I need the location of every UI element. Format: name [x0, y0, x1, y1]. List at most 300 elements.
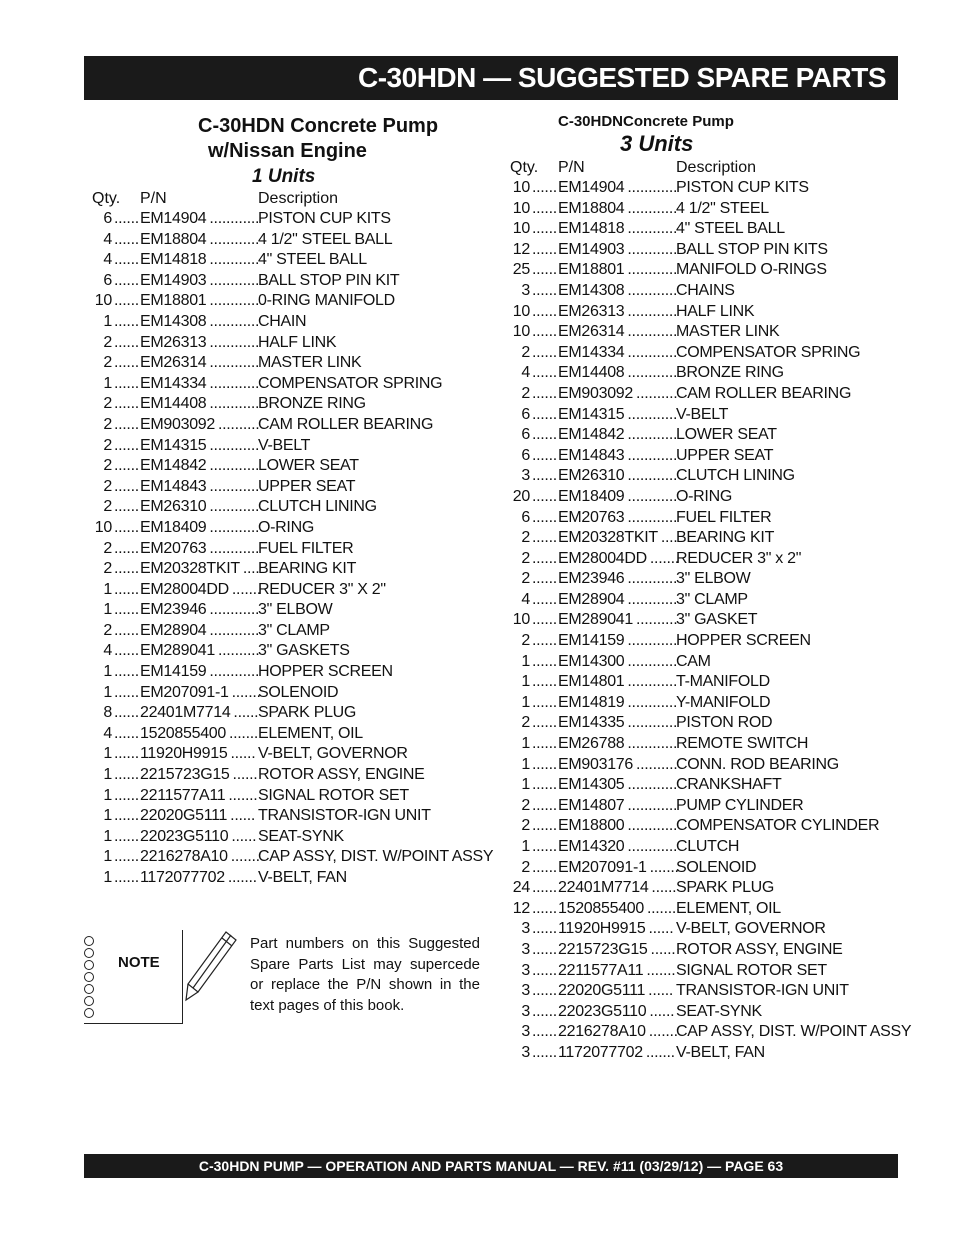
table-row	[508, 962, 898, 983]
table-row	[90, 292, 480, 313]
dot-leader: ............	[209, 230, 260, 248]
dot-leader: ......	[532, 1023, 557, 1041]
dot-leader: ......	[532, 590, 557, 608]
dot-leader: ............	[627, 693, 678, 711]
dot-leader: ......	[114, 848, 139, 866]
dot-leader: ......	[114, 210, 139, 227]
table-row	[508, 673, 898, 694]
table-row	[508, 529, 898, 550]
table-row	[508, 838, 898, 859]
dot-leader: ......	[532, 776, 557, 794]
part-number-cell: 22023G5110	[140, 827, 229, 845]
dot-leader: ..........	[218, 415, 260, 433]
left-title-line2: w/Nissan Engine	[208, 140, 367, 162]
description-cell: HOPPER SCREEN	[258, 663, 393, 681]
qty-cell: 2	[521, 384, 530, 402]
dot-leader: ............	[627, 632, 678, 650]
table-row	[508, 241, 898, 262]
dot-leader: ......	[114, 786, 139, 804]
qty-cell: 1	[521, 652, 530, 670]
dot-leader: ............	[627, 199, 678, 217]
dot-leader: ......	[114, 539, 139, 557]
qty-cell: 2	[103, 498, 112, 516]
dot-leader: ......	[532, 179, 557, 196]
qty-cell: 1	[103, 766, 112, 784]
dot-leader: ......	[532, 899, 557, 917]
part-number-cell: 1172077702	[558, 1043, 643, 1061]
part-number-cell: EM14842	[140, 457, 207, 475]
dot-leader: ......	[233, 704, 259, 722]
qty-cell: 4	[521, 364, 530, 382]
part-number-cell: 2215723G15	[140, 766, 230, 784]
dot-leader: .......	[231, 683, 261, 701]
right-title-line1: C-30HDNConcrete Pump	[558, 113, 734, 130]
table-row	[508, 632, 898, 653]
dot-leader: ......	[532, 1002, 557, 1020]
qty-cell: 6	[103, 271, 112, 289]
qty-cell: 20	[512, 487, 530, 505]
description-cell: MASTER LINK	[676, 323, 780, 341]
part-number-cell: EM14819	[558, 693, 625, 711]
qty-cell: 3	[521, 920, 530, 938]
part-number-cell: EM14408	[558, 364, 625, 382]
part-number-cell: EM14807	[558, 796, 625, 814]
description-cell: CAM	[676, 652, 711, 670]
description-cell: CHAIN	[258, 312, 307, 330]
part-number-cell: EM14904	[140, 210, 207, 227]
description-cell: BRONZE RING	[258, 395, 366, 413]
dot-leader: ............	[627, 364, 678, 382]
description-cell: UPPER SEAT	[258, 477, 356, 495]
qty-cell: 2	[521, 570, 530, 588]
qty-cell: 2	[103, 436, 112, 454]
table-row	[90, 848, 494, 869]
dot-leader: ......	[649, 1002, 675, 1020]
dot-leader: ......	[114, 766, 139, 784]
part-number-cell: EM20763	[558, 508, 625, 526]
dot-leader: ......	[532, 735, 557, 753]
qty-cell: 3	[521, 982, 530, 1000]
dot-leader: ......	[114, 230, 139, 248]
qty-cell: 6	[521, 508, 530, 526]
dot-leader: ......	[532, 838, 557, 855]
dot-leader: ......	[532, 426, 557, 444]
dot-leader: .......	[645, 1043, 675, 1061]
part-number-cell: EM26310	[140, 498, 207, 516]
part-number-cell: 22401M7714	[140, 704, 231, 722]
dot-leader: ............	[627, 673, 678, 691]
dot-leader: ............	[627, 570, 678, 588]
part-number-cell: EM14903	[558, 240, 625, 258]
dot-leader: ......	[114, 395, 139, 413]
dot-leader: ......	[532, 961, 557, 979]
part-number-cell: 11920H9915	[140, 745, 228, 763]
description-cell: SPARK PLUG	[676, 879, 775, 897]
dot-leader: .......	[649, 549, 679, 567]
part-number-cell: 22023G5110	[558, 1002, 647, 1020]
description-cell: REMOTE SWITCH	[676, 735, 809, 753]
part-number-cell: 11920H9915	[558, 920, 646, 938]
dot-leader: ............	[209, 292, 260, 310]
description-cell: BEARING KIT	[676, 529, 775, 547]
left-col-qty: Qty.	[92, 190, 121, 207]
part-number-cell: EM14300	[558, 652, 625, 670]
part-number-cell: 2211577A11	[140, 786, 226, 804]
dot-leader: ............	[209, 457, 260, 475]
part-number-cell: 22020G5111	[140, 807, 228, 825]
qty-cell: 1	[103, 869, 112, 886]
left-parts-table	[90, 190, 494, 890]
table-row	[508, 344, 898, 365]
qty-cell: 2	[103, 415, 112, 433]
table-row	[508, 1023, 912, 1044]
part-number-cell: 2215723G15	[558, 940, 648, 958]
table-row	[508, 735, 898, 756]
dot-leader: ......	[532, 982, 557, 1000]
table-row	[90, 745, 480, 766]
part-number-cell: EM903176	[558, 755, 633, 773]
part-number-cell: EM14842	[558, 426, 625, 444]
part-number-cell: EM20328TKIT	[558, 529, 658, 547]
dot-leader: ............	[627, 302, 678, 320]
description-cell: FUEL FILTER	[258, 539, 354, 557]
pencil-icon	[182, 926, 242, 1006]
table-row	[508, 426, 898, 447]
dot-leader: ............	[209, 251, 260, 269]
part-number-cell: EM14334	[558, 343, 625, 361]
table-row	[90, 478, 480, 499]
dot-leader: ......	[532, 343, 557, 361]
description-cell: SEAT-SYNK	[676, 1002, 762, 1020]
qty-cell: 2	[103, 395, 112, 413]
dot-leader: ......	[532, 405, 557, 423]
dot-leader: ............	[627, 240, 678, 258]
dot-leader: ............	[627, 323, 678, 341]
part-number-cell: EM18801	[558, 261, 625, 279]
table-row	[90, 354, 480, 375]
description-cell: BALL STOP PIN KIT	[258, 271, 400, 289]
table-row	[90, 560, 480, 581]
description-cell: 4" STEEL BALL	[258, 251, 367, 269]
left-col-desc: Description	[258, 190, 339, 207]
qty-cell: 3	[521, 281, 530, 299]
table-row	[90, 416, 480, 437]
description-cell: 4" STEEL BALL	[676, 220, 785, 238]
dot-leader: ......	[651, 879, 677, 897]
dot-leader: ......	[650, 940, 676, 958]
description-cell: BALL STOP PIN KITS	[676, 240, 828, 258]
description-cell: REDUCER 3" x 2"	[676, 549, 802, 567]
table-row	[90, 437, 480, 458]
dot-leader: ............	[627, 179, 678, 196]
part-number-cell: EM18409	[558, 487, 625, 505]
description-cell: TRANSISTOR-IGN UNIT	[258, 807, 431, 825]
dot-leader: ............	[627, 652, 678, 670]
table-row	[90, 704, 480, 725]
description-cell: SOLENOID	[676, 858, 757, 876]
dot-leader: ............	[627, 220, 678, 238]
description-cell: ROTOR ASSY, ENGINE	[676, 940, 843, 958]
table-row	[508, 653, 898, 674]
dot-leader: ......	[532, 920, 557, 938]
description-cell: SEAT-SYNK	[258, 827, 344, 845]
qty-cell: 10	[512, 220, 530, 238]
qty-cell: 1	[103, 580, 112, 598]
table-row	[508, 611, 898, 632]
dot-leader: ......	[532, 261, 557, 279]
qty-cell: 1	[521, 693, 530, 711]
part-number-cell: EM14843	[558, 446, 625, 464]
dot-leader: ....	[242, 560, 260, 578]
table-row	[508, 591, 898, 612]
dot-leader: ......	[114, 869, 139, 886]
part-number-cell: EM18800	[558, 817, 625, 835]
part-number-cell: EM207091-1	[558, 858, 647, 876]
dot-leader: ............	[209, 374, 260, 392]
part-number-cell: EM14315	[140, 436, 207, 454]
qty-cell: 1	[521, 838, 530, 855]
table-row	[90, 334, 480, 355]
dot-leader: ......	[648, 920, 674, 938]
part-number-cell: EM28004DD	[558, 549, 647, 567]
part-number-cell: EM18409	[140, 518, 207, 536]
dot-leader: ......	[532, 693, 557, 711]
description-cell: PISTON CUP KITS	[258, 210, 391, 227]
table-row	[508, 941, 898, 962]
table-row	[90, 642, 480, 663]
qty-cell: 2	[521, 549, 530, 567]
table-row	[508, 1003, 898, 1024]
description-cell: MASTER LINK	[258, 354, 362, 372]
qty-cell: 24	[512, 879, 530, 897]
table-row	[508, 509, 898, 530]
part-number-cell: EM207091-1	[140, 683, 229, 701]
description-cell: TRANSISTOR-IGN UNIT	[676, 982, 849, 1000]
page-title-banner	[84, 56, 898, 100]
qty-cell: 2	[521, 858, 530, 876]
qty-cell: 2	[103, 354, 112, 372]
dot-leader: ............	[627, 508, 678, 526]
description-cell: UPPER SEAT	[676, 446, 774, 464]
description-cell: CAP ASSY, DIST. W/POINT ASSY	[258, 848, 494, 866]
qty-cell: 1	[521, 755, 530, 773]
description-cell: PISTON CUP KITS	[676, 179, 809, 196]
table-row	[90, 540, 480, 561]
dot-leader: ..........	[636, 611, 678, 629]
dot-leader: ......	[648, 982, 674, 1000]
dot-leader: ............	[627, 590, 678, 608]
dot-leader: ............	[209, 333, 260, 351]
qty-cell: 2	[521, 817, 530, 835]
qty-cell: 3	[521, 1043, 530, 1061]
dot-leader: ......	[532, 652, 557, 670]
qty-cell: 1	[103, 848, 112, 866]
dot-leader: ............	[209, 663, 260, 681]
table-row	[508, 303, 898, 324]
qty-cell: 1	[103, 745, 112, 763]
qty-cell: 1	[521, 776, 530, 794]
part-number-cell: EM14308	[558, 281, 625, 299]
part-number-cell: EM20763	[140, 539, 207, 557]
left-section-title	[150, 114, 450, 189]
qty-cell: 6	[521, 426, 530, 444]
dot-leader: ............	[627, 343, 678, 361]
part-number-cell: 2216278A10	[140, 848, 228, 866]
description-cell: CAP ASSY, DIST. W/POINT ASSY	[676, 1023, 912, 1041]
dot-leader: ......	[114, 683, 139, 701]
description-cell: CLUTCH	[676, 838, 740, 855]
dot-leader: ......	[230, 745, 256, 763]
table-row	[90, 210, 480, 231]
right-units: 3 Units	[620, 131, 694, 156]
dot-leader: ............	[209, 477, 260, 495]
qty-cell: 25	[512, 261, 530, 279]
description-cell: 0-RING MANIFOLD	[258, 292, 395, 310]
part-number-cell: EM14159	[558, 632, 625, 650]
dot-leader: .......	[229, 724, 259, 742]
part-number-cell: EM23946	[140, 601, 207, 619]
dot-leader: ......	[532, 281, 557, 299]
table-row	[508, 756, 898, 777]
dot-leader: ......	[114, 271, 139, 289]
table-row	[508, 714, 898, 735]
dot-leader: .......	[648, 1023, 678, 1041]
part-number-cell: 1520855400	[140, 724, 226, 742]
note-text: Part numbers on this Suggested Spare Parts List may supercede or replace the P/N shown in the text pages of this book.	[250, 935, 480, 1014]
dot-leader: .......	[228, 786, 258, 804]
table-row	[508, 776, 898, 797]
qty-cell: 2	[521, 714, 530, 732]
part-number-cell: 22020G5111	[558, 982, 646, 1000]
part-number-cell: EM14843	[140, 477, 207, 495]
part-number-cell: EM14818	[558, 220, 625, 238]
dot-leader: .......	[227, 869, 257, 886]
description-cell: SOLENOID	[258, 683, 339, 701]
qty-cell: 10	[512, 302, 530, 320]
dot-leader: ..........	[636, 384, 678, 402]
dot-leader: .......	[646, 961, 676, 979]
part-number-cell: EM26788	[558, 735, 625, 753]
table-row	[90, 828, 480, 849]
part-number-cell: EM289041	[558, 611, 633, 629]
dot-leader: ......	[532, 755, 557, 773]
dot-leader: ......	[532, 487, 557, 505]
dot-leader: ......	[532, 467, 557, 485]
dot-leader: ......	[114, 601, 139, 619]
dot-leader: ......	[114, 436, 139, 454]
qty-cell: 3	[521, 1002, 530, 1020]
note-label: NOTE	[118, 954, 160, 971]
description-cell: PISTON ROD	[676, 714, 773, 732]
dot-leader: ......	[114, 827, 139, 845]
qty-cell: 10	[512, 179, 530, 196]
qty-cell: 2	[103, 539, 112, 557]
left-units: 1 Units	[252, 166, 316, 187]
description-cell: 3" ELBOW	[676, 570, 751, 588]
qty-cell: 3	[521, 940, 530, 958]
left-col-pn: P/N	[140, 190, 167, 207]
dot-leader: ......	[114, 251, 139, 269]
dot-leader: ............	[627, 467, 678, 485]
qty-cell: 1	[103, 374, 112, 392]
qty-cell: 2	[103, 560, 112, 578]
table-row	[508, 282, 898, 303]
description-cell: 3" GASKETS	[258, 642, 350, 660]
table-row	[90, 684, 480, 705]
description-cell: MANIFOLD O-RINGS	[676, 261, 827, 279]
dot-leader: ......	[231, 827, 257, 845]
table-row	[508, 364, 898, 385]
part-number-cell: EM289041	[140, 642, 215, 660]
table-row	[508, 570, 898, 591]
description-cell: V-BELT	[676, 405, 729, 423]
footer-text: C-30HDN PUMP — OPERATION AND PARTS MANUAL — REV. #11 (03/29/12) — PAGE 63	[198, 1158, 784, 1174]
description-cell: 3" GASKET	[676, 611, 758, 629]
qty-cell: 1	[521, 735, 530, 753]
table-row	[90, 725, 480, 746]
dot-leader: ......	[114, 663, 139, 681]
qty-cell: 4	[103, 251, 112, 269]
description-cell: T-MANIFOLD	[676, 673, 770, 691]
table-row	[508, 982, 898, 1003]
part-number-cell: EM26314	[558, 323, 625, 341]
table-row	[90, 622, 480, 643]
dot-leader: ......	[532, 529, 557, 547]
description-cell: 3" CLAMP	[676, 590, 748, 608]
part-number-cell: EM28904	[140, 621, 207, 639]
description-cell: BEARING KIT	[258, 560, 357, 578]
part-number-cell: EM26310	[558, 467, 625, 485]
dot-leader: ......	[532, 879, 557, 897]
qty-cell: 10	[512, 199, 530, 217]
dot-leader: ......	[114, 807, 139, 825]
dot-leader: ............	[209, 271, 260, 289]
table-row	[508, 467, 898, 488]
qty-cell: 12	[512, 899, 530, 917]
description-cell: LOWER SEAT	[258, 457, 359, 475]
dot-leader: ......	[532, 240, 557, 258]
part-number-cell: EM18804	[140, 230, 207, 248]
dot-leader: ......	[532, 940, 557, 958]
dot-leader: ......	[114, 621, 139, 639]
dot-leader: ............	[627, 261, 678, 279]
right-col-pn: P/N	[558, 159, 585, 176]
qty-cell: 2	[103, 333, 112, 351]
dot-leader: ......	[532, 508, 557, 526]
table-row	[90, 313, 480, 334]
table-row	[90, 807, 480, 828]
part-number-cell: EM14818	[140, 251, 207, 269]
dot-leader: ............	[627, 487, 678, 505]
dot-leader: ......	[114, 704, 139, 722]
part-number-cell: EM26314	[140, 354, 207, 372]
description-cell: SPARK PLUG	[258, 704, 357, 722]
dot-leader: ..........	[218, 642, 260, 660]
part-number-cell: EM14315	[558, 405, 625, 423]
right-col-qty: Qty.	[510, 159, 539, 176]
table-row	[508, 406, 898, 427]
part-number-cell: 2216278A10	[558, 1023, 646, 1041]
dot-leader: ............	[627, 735, 678, 753]
table-row	[508, 220, 898, 241]
dot-leader: ......	[532, 858, 557, 876]
description-cell: ROTOR ASSY, ENGINE	[258, 766, 425, 784]
description-cell: CONN. ROD BEARING	[676, 755, 839, 773]
part-number-cell: EM14334	[140, 374, 207, 392]
dot-leader: ......	[532, 446, 557, 464]
qty-cell: 2	[521, 529, 530, 547]
qty-cell: 6	[103, 210, 112, 227]
